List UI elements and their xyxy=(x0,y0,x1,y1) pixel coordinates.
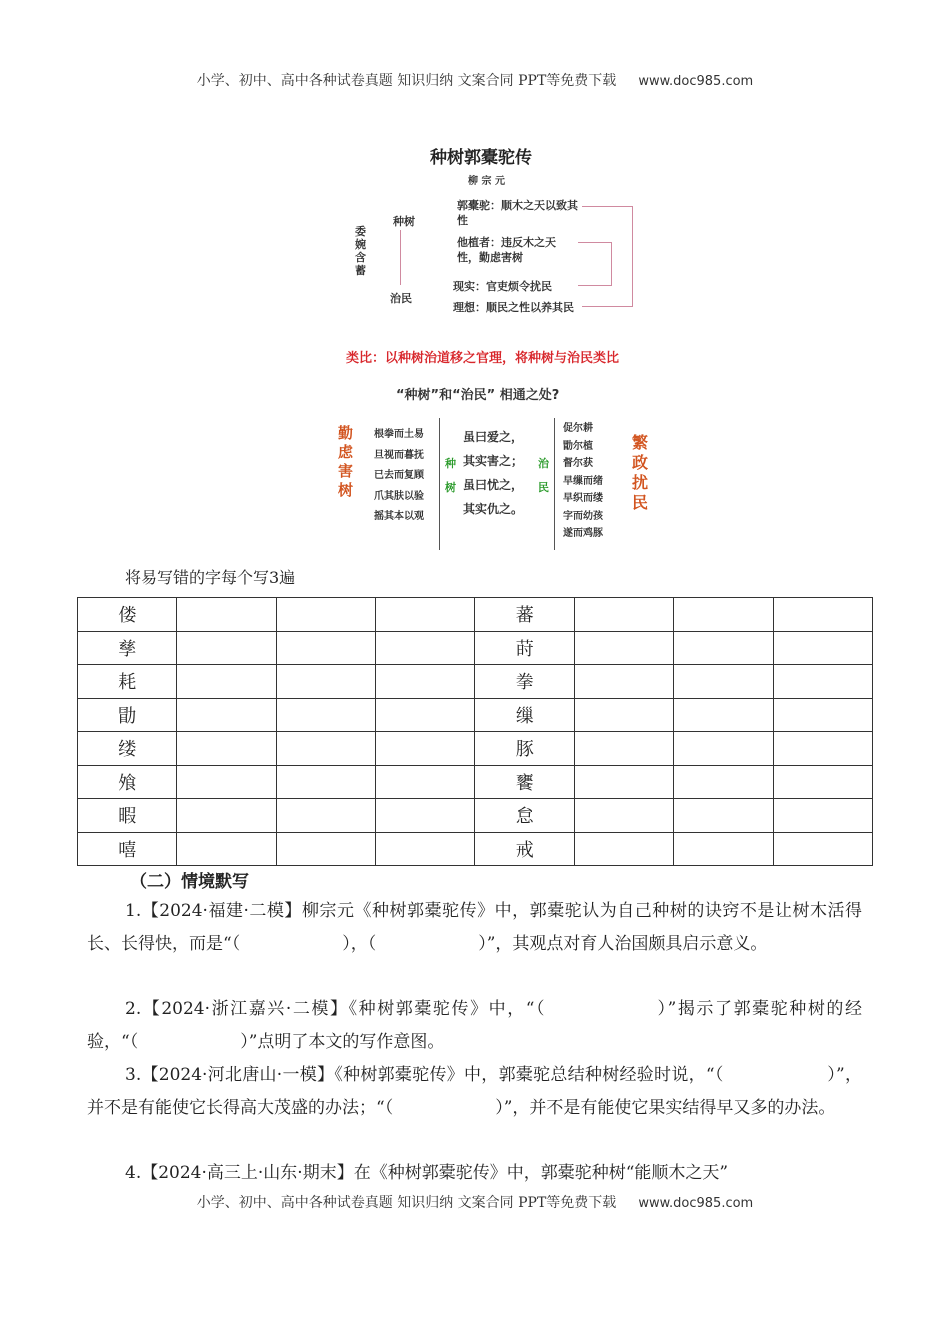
practice-cell[interactable] xyxy=(376,598,475,632)
right-item: 勖尔植 xyxy=(563,440,593,452)
exercise-instruction: 将易写错的字每个写3遍 xyxy=(125,568,296,587)
left-item: 已去而复顾 xyxy=(374,470,424,481)
left-item: 根拳而土易 xyxy=(374,429,424,440)
practice-cell[interactable] xyxy=(177,799,276,833)
diagram-title: 种树郭橐驼传 xyxy=(430,148,532,168)
footer-text: 小学、初中、高中各种试卷真题 知识归纳 文案合同 PPT等免费下载 xyxy=(196,1195,617,1211)
practice-cell[interactable] xyxy=(376,665,475,699)
practice-cell[interactable] xyxy=(773,631,872,665)
practice-cell[interactable] xyxy=(276,598,375,632)
divider xyxy=(554,418,555,550)
char-cell: 耗 xyxy=(78,665,177,699)
branch-govern: 治民 xyxy=(390,292,412,305)
mid-item: 虽曰忧之， xyxy=(463,478,524,492)
diagram-author: 柳 宗 元 xyxy=(468,176,505,187)
practice-cell[interactable] xyxy=(574,799,673,833)
right-item: 早缫而绪 xyxy=(563,475,603,487)
footer-url[interactable]: www.doc985.com xyxy=(638,1196,754,1211)
practice-cell[interactable] xyxy=(574,732,673,766)
question-2: 2.【2024·浙江嘉兴·二模】《种树郭橐驼传》中，“（ ）”揭示了郭橐驼种树的经验，“（ ）”点明了本文的写作意图。 xyxy=(87,999,862,1052)
practice-cell[interactable] xyxy=(674,631,773,665)
other-note: 他植者：违反木之天性，勤虑害树 xyxy=(457,236,556,264)
practice-cell[interactable] xyxy=(674,799,773,833)
left-item: 摇其本以观 xyxy=(374,511,424,522)
practice-cell[interactable] xyxy=(773,799,872,833)
left-tag: 勤虑害树 xyxy=(338,424,354,499)
practice-cell[interactable] xyxy=(574,698,673,732)
table-row xyxy=(78,698,873,732)
section-title: （二）情境默写 xyxy=(130,872,249,892)
char-cell: 饔 xyxy=(475,765,574,799)
mid-item: 其实仇之。 xyxy=(463,502,524,516)
practice-cell[interactable] xyxy=(276,799,375,833)
practice-cell[interactable] xyxy=(276,698,375,732)
mid-item: 虽曰爱之， xyxy=(463,430,524,444)
table-row xyxy=(78,665,873,699)
practice-cell[interactable] xyxy=(276,732,375,766)
header-text: 小学、初中、高中各种试卷真题 知识归纳 文案合同 PPT等免费下载 xyxy=(196,73,617,89)
practice-cell[interactable] xyxy=(773,732,872,766)
reality-note: 现实：官吏烦令扰民 xyxy=(453,280,552,293)
right-tag: 繁政扰民 xyxy=(632,433,649,512)
right-item: 字而幼孩 xyxy=(563,510,603,522)
practice-cell[interactable] xyxy=(773,598,872,632)
char-cell: 偻 xyxy=(78,598,177,632)
page-header xyxy=(0,70,950,90)
practice-cell[interactable] xyxy=(574,631,673,665)
left-item: 旦视而暮抚 xyxy=(374,449,424,461)
mid-right-tag: 治民 xyxy=(538,457,549,494)
practice-cell[interactable] xyxy=(773,665,872,699)
question-1: 1.【2024·福建·二模】柳宗元《种树郭橐驼传》中，郭橐驼认为自己种树的诀窍不是让树木活得长、长得快，而是“（ ），（ ）”，其观点对育人治国颇具启示意义。 xyxy=(87,901,862,954)
char-cell: 怠 xyxy=(475,799,574,833)
practice-cell[interactable] xyxy=(376,832,475,866)
practice-cell[interactable] xyxy=(177,698,276,732)
practice-cell[interactable] xyxy=(574,598,673,632)
table-row xyxy=(78,732,873,766)
practice-cell[interactable] xyxy=(674,598,773,632)
question-3: 3.【2024·河北唐山·一模】《种树郭橐驼传》中，郭橐驼总结种树经验时说，“（ ）”，并不是有能使它长得高大茂盛的办法；“（ ）”，并不是有能使它果实结得早又多的办法。 xyxy=(87,1065,862,1118)
practice-cell[interactable] xyxy=(177,598,276,632)
guo-note: 郭橐驼：顺木之天以致其性 xyxy=(457,199,578,227)
table-row xyxy=(78,598,873,632)
practice-cell[interactable] xyxy=(276,665,375,699)
practice-cell[interactable] xyxy=(376,799,475,833)
question-4: 4.【2024·高三上·山东·期末】在《种树郭橐驼传》中，郭橐驼种树“能顺木之天” xyxy=(125,1163,729,1183)
right-item: 督尔获 xyxy=(563,458,593,469)
diagram-question: “种树”和“治民” 相通之处? xyxy=(396,388,560,403)
char-cell: 戒 xyxy=(475,832,574,866)
practice-cell[interactable] xyxy=(773,765,872,799)
practice-cell[interactable] xyxy=(674,832,773,866)
practice-cell[interactable] xyxy=(276,765,375,799)
practice-cell[interactable] xyxy=(177,765,276,799)
char-cell: 蕃 xyxy=(475,598,574,632)
practice-cell[interactable] xyxy=(177,732,276,766)
practice-cell[interactable] xyxy=(177,665,276,699)
right-item: 遂而鸡豚 xyxy=(563,528,603,539)
practice-cell[interactable] xyxy=(674,732,773,766)
char-cell: 豚 xyxy=(475,732,574,766)
right-item: 促尔耕 xyxy=(563,423,593,434)
char-cell: 缕 xyxy=(78,732,177,766)
table-row xyxy=(78,832,873,866)
char-cell: 缫 xyxy=(475,698,574,732)
header-url[interactable]: www.doc985.com xyxy=(638,74,754,89)
table-row xyxy=(78,765,873,799)
practice-cell[interactable] xyxy=(276,631,375,665)
practice-cell[interactable] xyxy=(574,765,673,799)
practice-cell[interactable] xyxy=(773,698,872,732)
char-cell: 暇 xyxy=(78,799,177,833)
arrow-line xyxy=(400,230,401,285)
practice-cell[interactable] xyxy=(674,665,773,699)
practice-cell[interactable] xyxy=(674,698,773,732)
practice-cell[interactable] xyxy=(773,832,872,866)
right-item: 早织而缕 xyxy=(563,493,603,504)
divider xyxy=(439,418,440,550)
table-row xyxy=(78,799,873,833)
char-cell: 飧 xyxy=(78,765,177,799)
practice-cell[interactable] xyxy=(276,832,375,866)
practice-cell[interactable] xyxy=(177,631,276,665)
mid-left-tag: 种树 xyxy=(445,457,456,494)
char-cell: 莳 xyxy=(475,631,574,665)
char-cell: 拳 xyxy=(475,665,574,699)
left-label: 委婉含蓄 xyxy=(355,225,366,277)
practice-cell[interactable] xyxy=(376,765,475,799)
practice-cell[interactable] xyxy=(674,765,773,799)
branch-plant: 种树 xyxy=(393,215,415,228)
page-footer xyxy=(0,1192,950,1212)
practice-cell[interactable] xyxy=(376,698,475,732)
char-cell: 孳 xyxy=(78,631,177,665)
table-row xyxy=(78,631,873,665)
mid-item: 其实害之； xyxy=(463,454,524,468)
practice-cell[interactable] xyxy=(177,832,276,866)
practice-cell[interactable] xyxy=(376,631,475,665)
practice-cell[interactable] xyxy=(574,832,673,866)
char-cell: 嘻 xyxy=(78,832,177,866)
writing-practice-table xyxy=(77,597,873,866)
left-item: 爪其肤以验 xyxy=(374,490,424,502)
practice-cell[interactable] xyxy=(574,665,673,699)
connector xyxy=(578,242,612,286)
analogy-text: 类比：以种树治道移之官理，将种树与治民类比 xyxy=(346,351,620,366)
char-cell: 勖 xyxy=(78,698,177,732)
practice-cell[interactable] xyxy=(376,732,475,766)
ideal-note: 理想：顺民之性以养其民 xyxy=(453,301,574,314)
